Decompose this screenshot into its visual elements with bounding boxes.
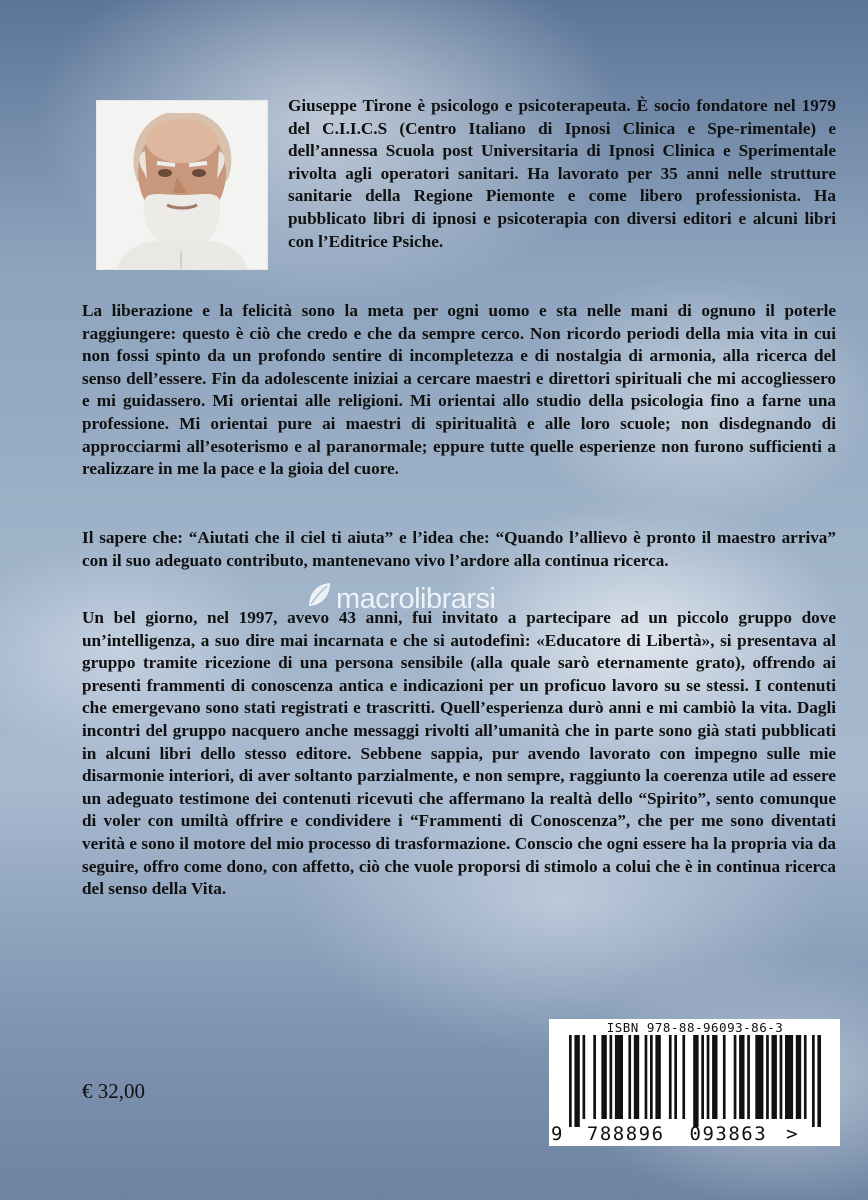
barcode-bar (772, 1035, 777, 1119)
barcode-bar (804, 1035, 807, 1119)
isbn-label: ISBN 978-88-96093-86-3 (606, 1020, 784, 1035)
barcode-bar (785, 1035, 793, 1119)
barcode-bar (701, 1035, 704, 1119)
barcode-bar (593, 1035, 596, 1119)
body-paragraph-3: Un bel giorno, nel 1997, avevo 43 anni, fui invitato a partecipare ad un piccolo gruppo dove un’intelligenza, a suo dire mai incarnata e che si autodefinì: «Educatore di Libertà», si presentava al gruppo tramite ricezione di una persona sensibile (alla quale sarò eternamente grato), offrendo ai presenti frammenti di conoscenza antica e indicazioni per un proficuo lavoro su se stessi. I contenuti che emergevano sono stati registrati e trascritti. Quell’esperienza durò anni e mi cambiò la vita. Dagli incontri del gruppo nacquero anche messaggi rivolti all’umanità che in parte sono già stati pubblicati in alcuni libri dello stesso editore. Sebbene sappia, pur avendo lavorato con impegno sulle mie disarmonie interiori, di aver soltanto parzialmente, e non sempre, raggiunto la coerenza utile ad essere un adeguato testimone dei contenuti ricevuti che affermano la realtà dello “Spirito”, sento comunque di voler con umiltà offrire e condividere i “Frammenti di Conoscenza”, che per me sono diventati verità e sono il motore del mio processo di trasformazione. Conscio che ogni essere ha la propria via da seguire, offro come dono, con affetto, ciò che vuole proporsi di stimolo a colui che è in continua ricerca del senso della Vita. (82, 608, 836, 899)
barcode-bar (569, 1035, 572, 1127)
barcode-bar (755, 1035, 763, 1119)
body-paragraph-2: Il sapere che: “Aiutati che il ciel ti aiuta” e l’idea che: “Quando l’allievo è pronto il maestro arriva” con il suo adeguato contributo, mantenevano vivo l’ardore alla continua ricerca. (82, 528, 836, 570)
barcode-bar (780, 1035, 783, 1119)
barcode-bar (766, 1035, 769, 1119)
ean-left-group: 788896 (586, 1123, 665, 1145)
author-bio: Giuseppe Tirone è psicologo e psicoterapeuta. È socio fondatore nel 1979 del C.I.I.C.S (Centro Italiano di Ipnosi Clinica e Spe-rimentale) e dell’annessa Scuola post Universitaria di Ipnosi Clinica e Sperimentale rivolta agli operatori sanitari. Ha lavorato per 35 anni nelle strutture sanitarie della Regione Piemonte e come libero professionista. Ha pubblicato libri di ipnosi e psicoterapia con diversi editori e alcuni libri con l’Editrice Psiche. (288, 96, 836, 251)
ean-first-digit: 9 (551, 1123, 564, 1145)
barcode-bar (712, 1035, 717, 1119)
author-photo (96, 100, 268, 270)
barcode-bar (682, 1035, 685, 1119)
barcode-bar (817, 1035, 821, 1127)
barcode-bar (601, 1035, 606, 1119)
barcode-bar (723, 1035, 726, 1119)
price: € 32,00 (82, 1079, 145, 1103)
barcode-bar (645, 1035, 648, 1119)
barcode-bars (567, 1035, 823, 1127)
barcode-bar (693, 1035, 698, 1127)
body-paragraph-1: La liberazione e la felicità sono la meta per ogni uomo e sta nelle mani di ognuno il poterle raggiungere: questo è ciò che credo e che da sempre cerco. Non ricordo periodi della mia vita in cui non fossi spinto da un profondo sentire di incompletezza e di nostalgia di armonia, alla ricerca del senso dell’essere. Fin da adolescente iniziai a cercare maestri e direttori spirituali che mi accogliessero e mi guidassero. Mi orientai alle religioni. Mi orientai allo studio della psicologia fino a farne una professione. Mi orientai pure ai maestri di spiritualità e alle loro scuole; non disdegnando di approcciarmi all’esoterismo e al paranormale; eppure tutte quelle esperienze non furono sufficienti a realizzare in me la pace e la gioia del cuore. (82, 301, 836, 479)
barcode-bar (655, 1035, 660, 1119)
barcode-bar (707, 1035, 710, 1119)
barcode-bar (634, 1035, 639, 1119)
barcode-bar (674, 1035, 677, 1119)
barcode-bar (650, 1035, 653, 1119)
ean-right-group: 093863 (689, 1123, 768, 1145)
barcode-bar (574, 1035, 579, 1127)
barcode-bar (747, 1035, 750, 1119)
barcode-bar (583, 1035, 586, 1119)
barcode-bar (669, 1035, 672, 1119)
watermark-text: macrolibrarsi (336, 582, 496, 615)
barcode-bar (812, 1035, 815, 1127)
barcode-bar (628, 1035, 631, 1119)
ean-end-marker: > (786, 1123, 800, 1145)
barcode-bar (734, 1035, 737, 1119)
isbn-barcode (549, 1019, 840, 1146)
barcode-bar (739, 1035, 744, 1119)
barcode-bar (796, 1035, 801, 1119)
barcode-bar (615, 1035, 623, 1119)
ean-digits (551, 1123, 839, 1145)
barcode-bar (610, 1035, 613, 1119)
